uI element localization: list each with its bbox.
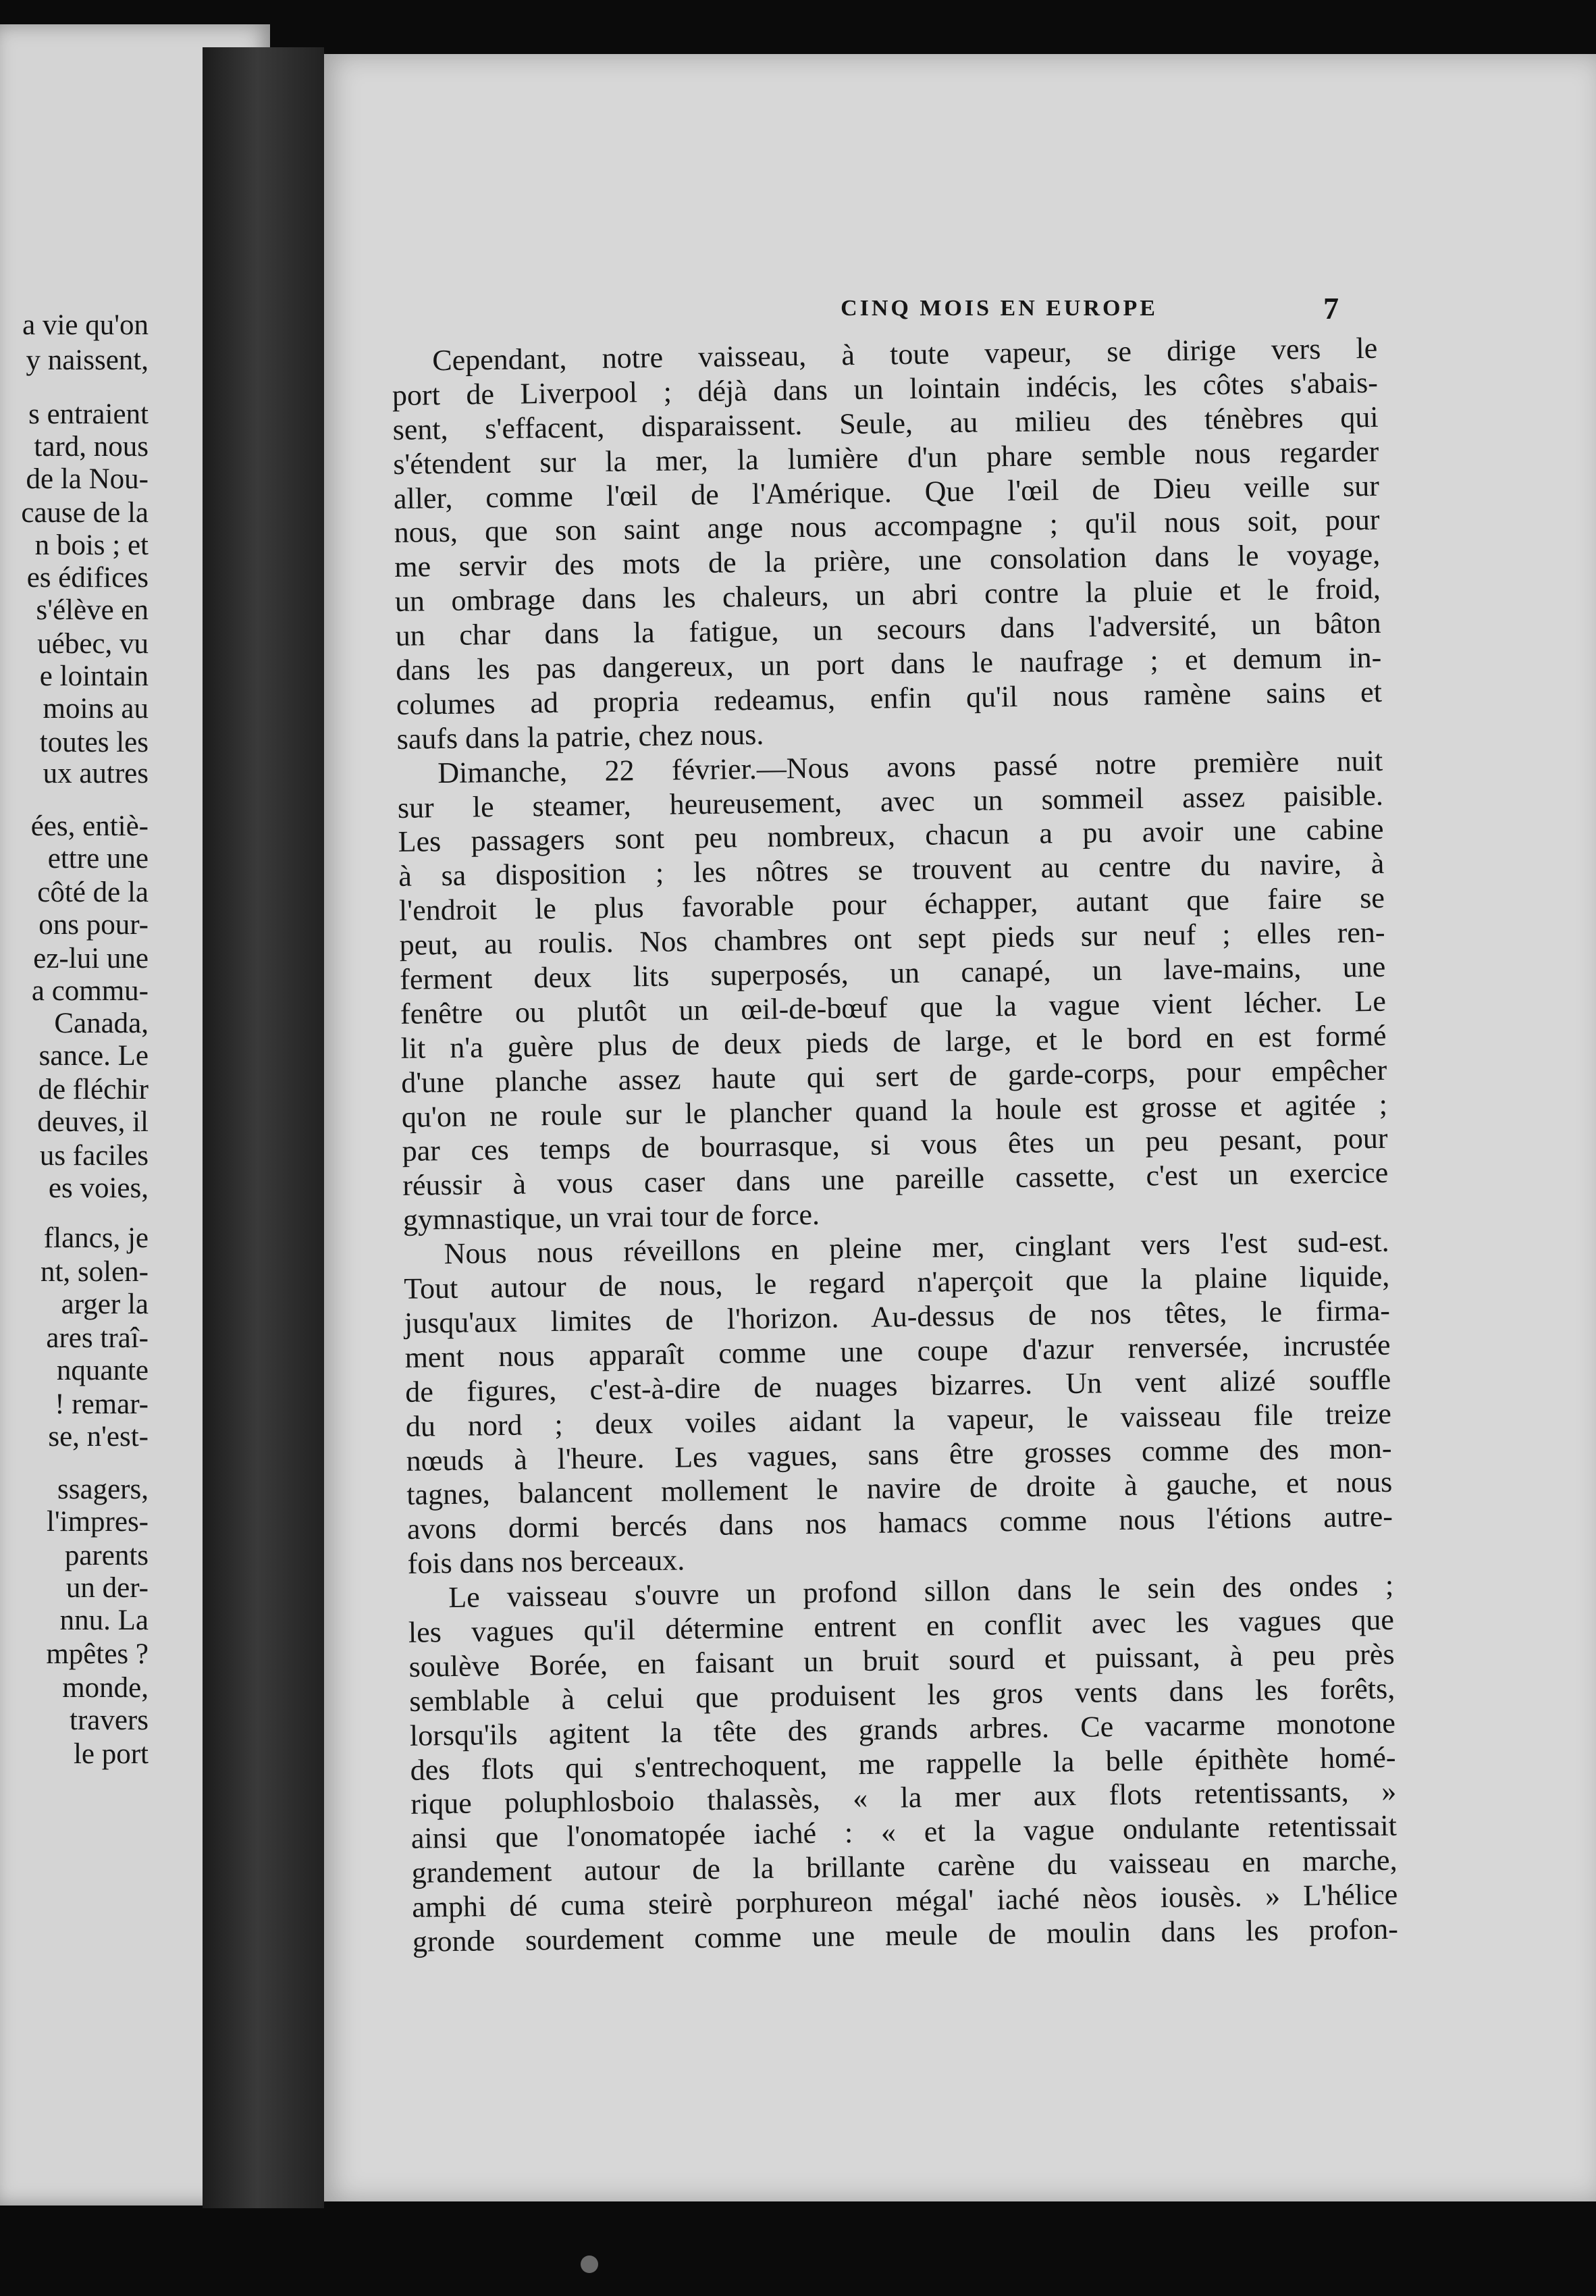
text-line: amphi dé cuma steirè porphureon mégal' iaché nèos iousès. » L'hélice (411, 1877, 1398, 1924)
facing-page-line: tard, nous (34, 431, 149, 463)
text-line: gronde sourdement comme une meule de moulin dans les profon- (412, 1912, 1399, 1958)
text-line: gymnastique, un vrai tour de force. (402, 1198, 820, 1237)
facing-page-line: le port (73, 1738, 149, 1770)
facing-page-line: nt, solen- (40, 1256, 149, 1288)
facing-page-line: es édifices (26, 562, 149, 594)
text-line: ferment deux lits superposés, un canapé, un lave-mains, une (399, 949, 1386, 996)
text-line: peut, au roulis. Nos chambres ont sept pieds sur neuf ; elles ren- (399, 915, 1385, 962)
text-line: à sa disposition ; les nôtres se trouvent au centre du navire, à (398, 847, 1385, 893)
facing-page-line: ux autres (43, 758, 149, 789)
text-line: rique poluphlosboio thalassès, « la mer aux flots retentissants, » (410, 1775, 1397, 1821)
facing-page-line: flancs, je (43, 1222, 149, 1254)
text-line: nous, que son saint ange nous accompagne ; qu'il nous soit, pour (394, 503, 1380, 550)
facing-page-line: n bois ; et (34, 529, 149, 561)
text-line: de figures, c'est-à-dire de nuages bizarres. Un vent alizé souffle (404, 1362, 1391, 1409)
page (324, 54, 1596, 2201)
text-line: fenêtre ou plutôt un œil-de-bœuf que la vague vient lécher. Le (400, 984, 1387, 1030)
body-text (392, 332, 1398, 1960)
text-line: ment nous apparaît comme une coupe d'azur renversée, incrustée (404, 1328, 1391, 1374)
facing-page-line: travers (70, 1704, 149, 1736)
facing-page-line: cause de la (21, 497, 149, 529)
facing-page-line: de fléchir (38, 1074, 149, 1105)
page-number: 7 (1323, 291, 1339, 325)
facing-page-line: ssagers, (57, 1473, 149, 1505)
text-line: semblable à celui que produisent les gros vents dans les forêts, (408, 1671, 1395, 1718)
facing-page-line: nnu. La (59, 1604, 149, 1636)
facing-page-line: un der- (65, 1572, 149, 1604)
facing-page-line: ées, entiè- (30, 810, 149, 842)
text-line: soulève Borée, en faisant un bruit sourd et puissant, à peu près (408, 1637, 1395, 1684)
text-line: avons dormi bercés dans nos hamacs comme nous l'étions autre- (406, 1500, 1393, 1546)
text-line: un ombrage dans les chaleurs, un abri contre la pluie et le froid, (394, 572, 1381, 619)
text-line: sent, s'effacent, disparaissent. Seule, au milieu des ténèbres qui (392, 400, 1379, 446)
facing-page-line: y naissent, (26, 344, 149, 376)
facing-page-line: côté de la (37, 877, 149, 908)
facing-page-line: a commu- (31, 975, 149, 1007)
facing-page-line: sance. Le (38, 1040, 149, 1072)
running-head: CINQ MOIS EN EUROPE (841, 296, 1158, 321)
facing-page-line: s entraient (28, 398, 149, 430)
text-line: Dimanche, 22 février.—Nous avons passé notre première nuit (437, 743, 1383, 789)
facing-page-line: l'impres- (46, 1506, 149, 1538)
facing-page-line: parents (64, 1540, 149, 1571)
text-line: aller, comme l'œil de l'Amérique. Que l'œil de Dieu veille sur (393, 469, 1380, 515)
book-spine (203, 47, 324, 2208)
facing-page-line: mpêtes ? (46, 1638, 149, 1670)
facing-page-line: se, n'est- (48, 1421, 149, 1453)
facing-page-line: us faciles (39, 1140, 149, 1172)
text-line: qu'on ne roule sur le plancher quand la houle est grosse et agitée ; (401, 1087, 1388, 1134)
text-line: port de Liverpool ; déjà dans un lointain indécis, les côtes s'abais- (392, 365, 1379, 412)
facing-page-line: ! remar- (55, 1388, 149, 1420)
text-line: Tout autour de nous, le regard n'aperçoit que la plaine liquide, (403, 1259, 1390, 1305)
text-line: réussir à vous caser dans une pareille cassette, c'est un exercice (402, 1156, 1389, 1203)
text-line: tagnes, balancent mollement le navire de droite à gauche, et nous (406, 1465, 1393, 1512)
text-line: Cependant, notre vaisseau, à toute vapeur, se dirige vers le (431, 331, 1378, 377)
facing-page-line: nquante (56, 1355, 149, 1386)
facing-page-line: toutes les (39, 727, 149, 758)
text-line: par ces temps de bourrasque, si vous êtes un peu pesant, pour (402, 1122, 1388, 1168)
text-line: ainsi que l'onomatopée iaché : « et la vague ondulante retentissait (410, 1808, 1398, 1856)
text-line: Les passagers sont peu nombreux, chacun a pu avoir une cabine (398, 812, 1384, 859)
facing-page-line: uébec, vu (37, 628, 149, 660)
paper-mark (581, 2255, 598, 2273)
text-line: Nous nous réveillons en pleine mer, cinglant vers l'est sud-est. (444, 1224, 1389, 1271)
facing-page-line: moins au (43, 693, 149, 725)
text-line: columes ad propria redeamus, enfin qu'il nous ramène sains et (396, 675, 1383, 721)
facing-page-line: es voies, (48, 1172, 149, 1204)
text-line: des flots qui s'entrechoquent, me rappelle la belle épithète homé- (410, 1740, 1396, 1787)
facing-page-line: s'élève en (36, 594, 149, 626)
text-line: nœuds à l'heure. Les vagues, sans être grosses comme des mon- (406, 1431, 1392, 1478)
text-line: l'endroit le plus favorable pour échapper, autant que faire se (398, 881, 1385, 928)
facing-page-line: ares traî- (46, 1322, 149, 1354)
facing-page-line: ez-lui une (33, 943, 149, 974)
text-line: fois dans nos berceaux. (407, 1543, 685, 1581)
facing-page-line: deuves, il (37, 1106, 149, 1138)
facing-page-line: ons pour- (38, 909, 149, 941)
text-line: les vagues qu'il détermine entrent en conflit avec les vagues que (408, 1602, 1395, 1649)
text-line: un char dans la fatigue, un secours dans l'adversité, un bâton (395, 606, 1381, 653)
facing-page-line: e lointain (39, 660, 149, 692)
text-line: me servir des mots de la prière, une consolation dans le voyage, (394, 538, 1381, 584)
facing-page-line: monde, (62, 1672, 149, 1704)
facing-page-line: ettre une (47, 843, 149, 875)
text-line: grandement autour de la brillante carène du vaisseau en marche, (411, 1843, 1398, 1889)
text-line: Le vaisseau s'ouvre un profond sillon dans le sein des ondes ; (448, 1568, 1394, 1615)
text-line: du nord ; deux voiles aidant la vapeur, le vaisseau file treize (405, 1397, 1392, 1443)
facing-page-line: Canada, (54, 1008, 149, 1039)
facing-page-line: de la Nou- (26, 463, 149, 495)
text-line: s'étendent sur la mer, la lumière d'un phare semble nous regarder (392, 434, 1379, 481)
text-line: jusqu'aux limites de l'horizon. Au-dessus de nos têtes, le firma- (404, 1293, 1391, 1340)
text-line: d'une planche assez haute qui sert de garde-corps, pour empêcher (400, 1053, 1387, 1099)
facing-page-line: arger la (61, 1288, 149, 1320)
text-line: saufs dans la patrie, chez nous. (396, 717, 764, 756)
text-line: sur le steamer, heureusement, avec un sommeil assez paisible. (397, 778, 1384, 825)
text-line: dans les pas dangereux, un port dans le naufrage ; et demum in- (395, 640, 1382, 687)
facing-page-line: a vie qu'on (22, 309, 149, 341)
text-line: lorsqu'ils agitent la tête des grands arbres. Ce vacarme monotone (409, 1706, 1396, 1752)
text-line: lit n'a guère plus de deux pieds de large, et le bord en est formé (400, 1018, 1387, 1065)
